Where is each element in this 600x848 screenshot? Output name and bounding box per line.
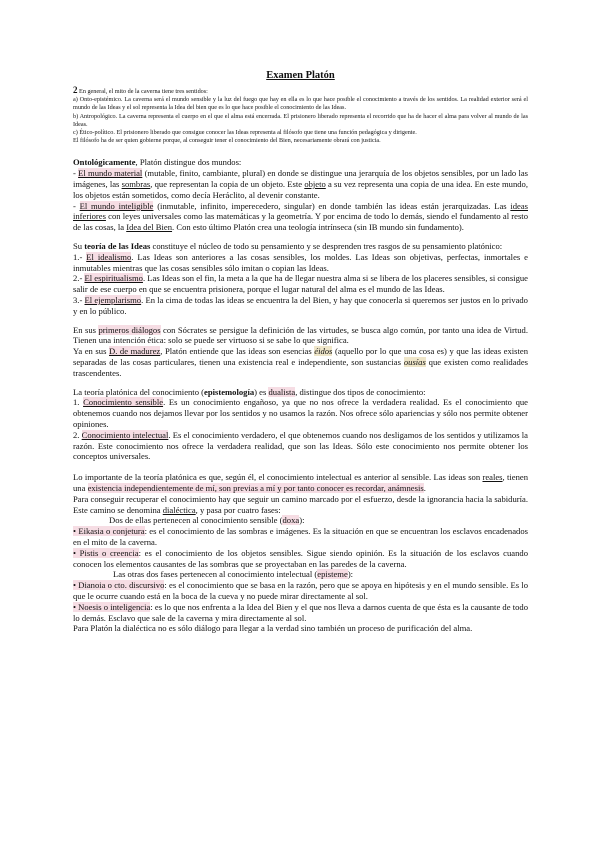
dialogues-mature [73, 346, 528, 378]
phase-2-title: • Pistis o creencia [73, 547, 139, 558]
final-p1-c: . [423, 482, 426, 493]
phase-2 [73, 548, 528, 570]
m1-a: (mutable, finito, cambiante, plural) en donde se distingue una jerarquía de los objetos sensibles, por un lado las imágenes, las [73, 168, 528, 190]
m2-inferiores: ideas inferiores [73, 200, 529, 222]
world-material [73, 168, 528, 200]
phase-2-text: : es el conocimiento de los objetos sensibles. Sigue siendo opinión. Es la situación de los esclavos cuando conocen los elementos causantes de las sombras que se proyectaban en las paredes de la caverna. [73, 547, 528, 569]
final-p4-a: Las otras dos fases pertenecen al conocimiento intelectual ( [113, 569, 318, 580]
phase-1-title: • Eikasia o conjetura [73, 526, 145, 537]
dialogues-mature-c: (aquello por lo que una cosa es) y que las ideas existen separadas de las cosas particulares, tienen una existencia real e independiente, son sustancias [73, 346, 529, 367]
dialogues-early-b: con Sócrates se persigue la definición de las virtudes, se busca algo común, por tanto una idea de Virtud. Tienen una intención ética: solo se puede ser virtuoso si se sabe lo que significa. [73, 324, 528, 346]
term-dialectica: dialéctica [162, 504, 196, 515]
dialogues-section [73, 325, 528, 379]
m1-dash: - [73, 168, 79, 179]
final-p3-b: ): [299, 515, 305, 526]
knowledge-2-text: . Es el conocimiento verdadero, el que obtenemos cuando nos desligamos de los sentidos y utilizamos la razón. Este conocimiento nos ofrece la verdadera realidad, que son las Ideas. Sólo este conocimiento nos permite obtener los conceptos universales. [73, 429, 528, 462]
trait-1-title: El idealismo [86, 251, 132, 262]
trait-2-text: . Las Ideas son el fin, la meta a la que ha de llegar nuestra alma si se libera de los placeres sensibles, si consigue salir de ese cuerpo en que se encuentra prisionera, porque el lugar natural del alma es el mundo de las Ideas. [73, 273, 528, 295]
onto-intro [73, 157, 528, 168]
trait-3-num: 3.- [73, 294, 85, 305]
m2-name: El mundo inteligible [79, 200, 154, 211]
question-intro-text: En general, el mito de la caverna tiene tres sentidos: [79, 88, 208, 95]
dialogues-mature-b: , Platón entiende que las ideas son esencias [160, 346, 315, 357]
knowledge-intro [73, 387, 528, 398]
knowledge-1 [73, 397, 528, 429]
theory-intro-a: Su [73, 241, 85, 251]
sense-c: c) Ético-político. El prisionero liberado que consigue conocer las Ideas representa al filósofo que tiene una función pedagógica y dirigente. [73, 129, 417, 137]
final-p2-a: Para conseguir recuperar el conocimiento hay que seguir un camino marcado por el esfuerzo, desde la ignorancia hacia la sabiduría. Este camino se denomina [73, 493, 528, 515]
dialogues-early-a: En sus [73, 324, 99, 335]
term-doxa: doxa [282, 515, 300, 526]
m2-a: (inmutable, infinito, imperecedero, singular) en donde también las ideas están jerarquizadas. Las [153, 200, 511, 211]
early-dialogues: primeros diálogos [98, 324, 161, 335]
dialogues-mature-d: que existen como realidades trascendentes. [73, 356, 528, 378]
knowledge-intro-e: , distingue dos tipos de conocimiento: [295, 386, 426, 397]
dialogues-early [73, 325, 528, 347]
onto-lead-rest: , Platón distingue dos mundos: [135, 157, 242, 168]
sense-b: b) Antropológico. La caverna representa el cuerpo en el que el alma está encerrada. El prisionero liberado representa el recorrido que ha de hacer el alma para volver al mundo de las Ideas. [73, 112, 528, 128]
phase-3 [73, 580, 528, 602]
m1-objeto: objeto [304, 179, 326, 190]
m2-bien: Idea del Bien [126, 222, 173, 233]
trait-2-num: 2.- [73, 273, 85, 284]
question-number: 2 [73, 85, 78, 95]
final-p2-b: , y pasa por cuatro fases: [195, 504, 281, 515]
m1-name: El mundo material [78, 168, 143, 179]
trait-3-text: . En la cima de todas las ideas se encuentra la del Bien, y hay que conocerla si queremos ser justos en lo privado y en lo público. [73, 294, 528, 316]
trait-1-text: . Las Ideas son anteriores a las cosas sensibles, los moldes. Las Ideas son objetivas, perfectas, inmortales e inmutables mientras que las cosas sensibles sólo imitan o copian las Ideas. [73, 251, 528, 273]
trait-2-title: El espiritualismo [84, 273, 143, 284]
m2-c: . Con esto último Platón crea una teología intrínseca (sin IB mundo sin fundamento). [172, 222, 464, 233]
term-reales: reales [482, 472, 503, 483]
theory-section [73, 241, 528, 317]
final-p3-a: Dos de ellas pertenecen al conocimiento sensible ( [109, 515, 283, 526]
onto-section [73, 157, 528, 233]
trait-3 [73, 295, 528, 317]
knowledge-intro-a: La teoría platónica del conocimiento ( [73, 386, 205, 397]
final-p3 [73, 515, 528, 526]
trait-2 [73, 273, 528, 295]
onto-lead: Ontológicamente [73, 157, 136, 168]
anamnesis-highlight: existencia independientemente de mí, son previas a mí y por tanto conocer es recordar, anámnesis [87, 482, 424, 493]
question-intro [73, 86, 528, 96]
phase-4-title: • Noesis o inteligencia [73, 601, 151, 612]
knowledge-1-text: . Es un conocimiento engañoso, ya que no nos ofrece la verdadera realidad. Es el conocimiento que obtenemos cuando nos dejamos llevar por los sentidos y no usamos la razón. Nos ofrece sólo apariencias y sólo nos permite obtener opiniones. [73, 397, 529, 429]
term-ousias: ousías [403, 356, 426, 367]
m1-b: , que representan la copia de un objeto. Este [150, 179, 305, 190]
question-block [73, 86, 528, 145]
knowledge-2-title: Conocimiento intelectual [81, 429, 169, 440]
trait-3-title: El ejemplarismo [84, 294, 142, 305]
final-p4-b: ): [347, 569, 354, 580]
term-epistemology: epistemología [204, 386, 255, 397]
mature-dialogues: D. de madurez [109, 346, 161, 357]
theory-name: teoría de las Ideas [84, 241, 151, 251]
final-p2 [73, 494, 528, 516]
knowledge-intro-c: ) es [254, 386, 269, 397]
m1-sombras: sombras [121, 179, 151, 190]
term-eidos: éidos [314, 346, 333, 357]
final-p4 [73, 569, 528, 580]
knowledge-1-num: 1. [73, 397, 84, 408]
theory-intro-c: constituye el núcleo de todo su pensamiento y se desprenden tres rasgos de su pensamiento platónico: [150, 241, 503, 251]
final-p5: Para Platón la dialéctica no es sólo diálogo para llegar a la verdad sino también un proceso de purificación del alma. [73, 623, 473, 634]
m1-c: a su vez representa una copia de una idea. En este mundo, los objetos están sometidos, como decía Heráclito, al devenir constante. [73, 179, 529, 200]
trait-1-num: 1.- [73, 251, 87, 262]
phase-4-text: : es lo que nos enfrenta a la Idea del Bien y el que nos lleva a darnos cuenta de que ésta es la causante de todo lo demás. Esclavo que sale de la caverna y mira directamente al sol. [73, 601, 528, 623]
sense-c-cont: El filósofo ha de ser quien gobierne porque, al conseguir tener el conocimiento del Bien, necesariamente obrará con justicia. [73, 137, 381, 145]
phase-1-text: : es el conocimiento de las sombras e imágenes. Es la situación en que se encuentran los esclavos encadenados en el mito de la caverna. [73, 526, 528, 547]
m2-dash: - [73, 200, 80, 211]
phase-1 [73, 526, 528, 548]
final-p1-b: , tienen una [73, 472, 529, 493]
knowledge-2 [73, 430, 528, 462]
term-dualist: dualista [268, 386, 296, 397]
document-title: Examen Platón [266, 70, 335, 81]
knowledge-section [73, 387, 528, 463]
final-p1-a: Lo importante de la teoría platónica es que, según él, el conocimiento intelectual es anterior al sensible. Las ideas son [73, 472, 483, 483]
final-section [73, 472, 528, 634]
trait-1 [73, 252, 528, 274]
term-episteme: episteme [317, 569, 348, 580]
knowledge-2-num: 2. [73, 429, 82, 440]
world-intelligible [73, 201, 528, 233]
dialogues-mature-a: Ya en sus [73, 346, 109, 357]
phase-3-text: : es el conocimiento que se basa en la razón, pero que se apoya en hipótesis y en el mundo sensible. Es lo que le ocurre cuando está en la boca de la cueva y no puede mirar directamente al sol. [73, 580, 528, 601]
phase-4 [73, 602, 528, 624]
knowledge-1-title: Conocimiento sensible [83, 397, 164, 408]
sense-a: a) Onto-epistémico. La caverna será el mundo sensible y la luz del fuego que hay en ella es lo que hace posible el conocimiento a través de los sentidos. La realidad exterior será el mundo de las Ideas y el sol representa la Idea del bien que es lo que hace posible el conocimiento de las Ideas. [73, 96, 528, 112]
theory-intro [73, 241, 528, 252]
m2-b: con leyes universales como las matemáticas y la geometría. Y por encima de todo lo demás, siendo el fundamento al resto de las cosas, la [73, 211, 528, 233]
phase-3-title: • Dianoia o cto. discursivo [73, 580, 165, 591]
final-p1 [73, 472, 528, 494]
